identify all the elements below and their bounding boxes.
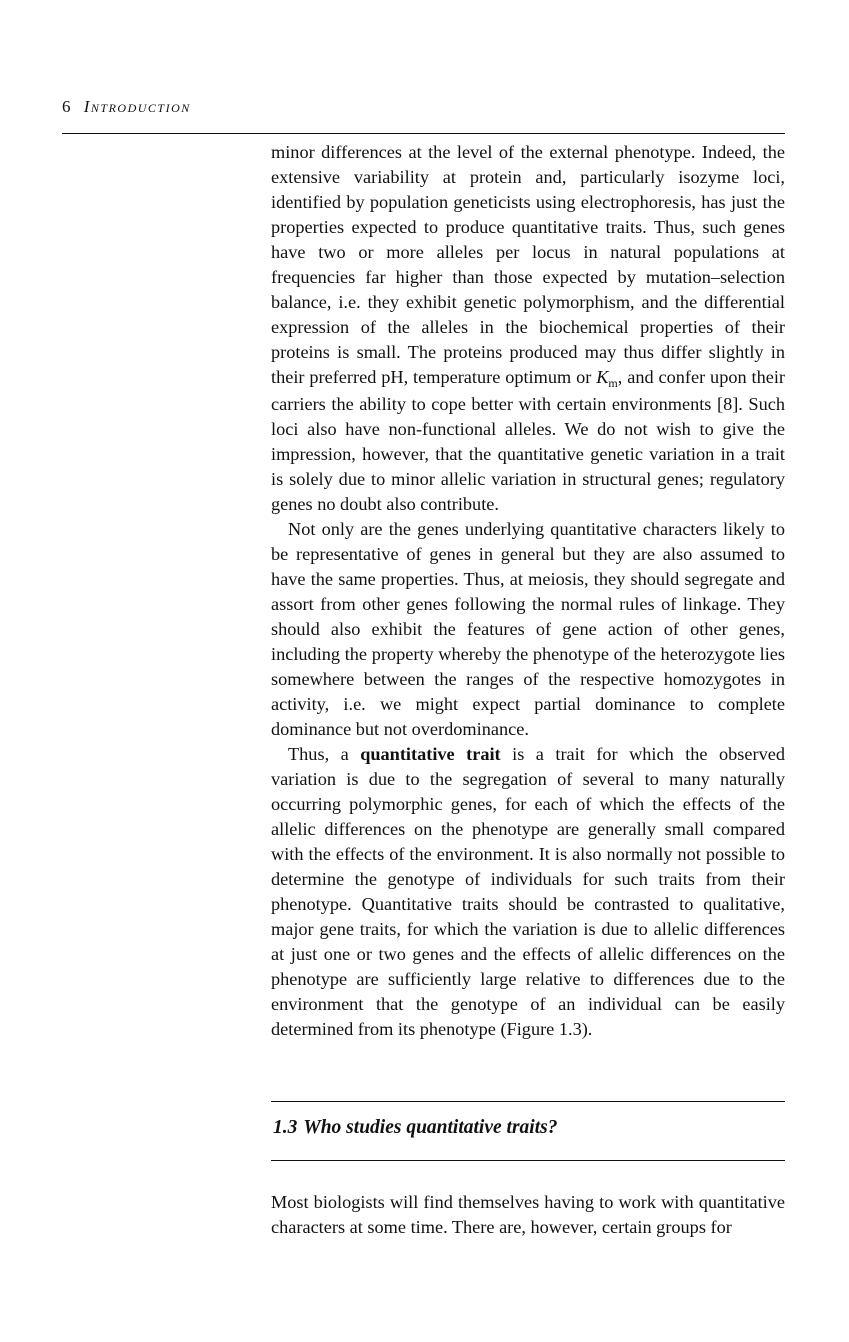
section-number: 1.3 — [273, 1117, 298, 1138]
km-symbol: K — [596, 367, 609, 387]
paragraph — [271, 742, 785, 1042]
paragraph-text: Thus, a — [288, 744, 361, 764]
paragraph — [271, 140, 785, 517]
page-number: 6 — [62, 97, 71, 116]
section-title: Who studies quantitative traits? — [303, 1117, 558, 1138]
header-rule — [62, 133, 785, 134]
section-body — [271, 1190, 785, 1240]
section-rule-top — [271, 1101, 785, 1102]
paragraph-text: , and confer upon their carriers the ability to cope better with certain environments [8]. Such loci also have non-functional alleles. We do not wish to give the impression, however, that the quantitative genetic variation in a trait is solely due to minor allelic variation in structural genes; regulatory genes no doubt also contribute. — [271, 367, 785, 514]
key-term: quantitative trait — [360, 744, 501, 764]
paragraph: Most biologists will find themselves having to work with quantitative characters at some time. There are, however, certain groups for — [271, 1192, 785, 1237]
paragraph-text: minor differences at the level of the external phenotype. Indeed, the extensive variability at protein and, particularly isozyme loci, identified by population geneticists using electrophoresis, has just the properties expected to produce quantitative traits. Thus, such genes have two or more alleles per locus in natural populations at frequencies far higher than those expected by mutation–selection balance, i.e. they exhibit genetic polymorphism, and the differential expression of the alleles in the biochemical properties of their proteins is small. The proteins produced may thus differ slightly in their preferred pH, temperature optimum or — [271, 142, 785, 387]
paragraph-text: is a trait for which the observed variation is due to the segregation of several to many naturally occurring polymorphic genes, for each of which the effects of the allelic differences on the phenotype are generally small compared with the effects of the environment. It is also normally not possible to determine the genotype of individuals for such traits from their phenotype. Quantitative traits should be contrasted to qualitative, major gene traits, for which the variation is due to allelic differences at just one or two genes and the effects of allelic differences on the phenotype are sufficiently large relative to differences due to the environment that the genotype of an individual can be easily determined from its phenotype (Figure 1.3). — [271, 744, 786, 1039]
paragraph: Not only are the genes underlying quantitative characters likely to be representative of genes in general but they are also assumed to have the same properties. Thus, at meiosis, they should segregate and assort from other genes following the normal rules of linkage. They should also exhibit the features of gene action of other genes, including the property whereby the phenotype of the heterozygote lies somewhere between the ranges of the respective homozygotes in activity, i.e. we might expect partial dominance to complete dominance but not overdominance. — [271, 519, 785, 739]
section-rule-bottom — [271, 1160, 785, 1161]
section-heading — [273, 1117, 557, 1139]
body-text — [271, 140, 785, 1042]
km-subscript: m — [608, 376, 618, 390]
chapter-title: Introduction — [83, 97, 191, 116]
running-head — [62, 97, 191, 117]
